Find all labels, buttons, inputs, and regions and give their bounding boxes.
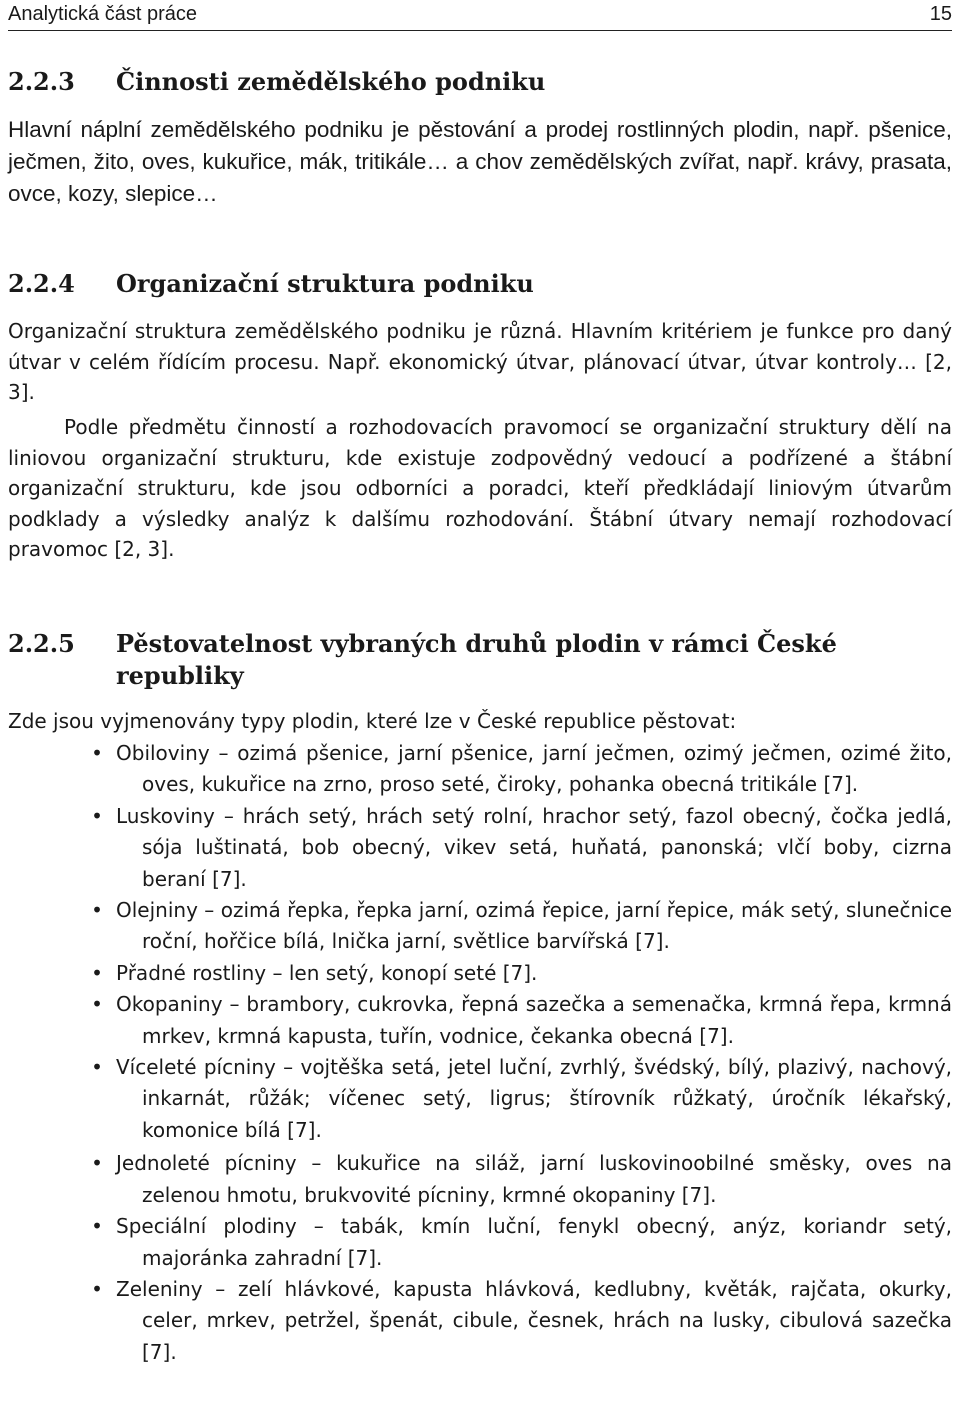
list-item <box>8 1148 952 1211</box>
running-header <box>8 0 952 31</box>
section-title: Činnosti zemědělského podniku <box>116 67 546 96</box>
bullet-icon: • <box>91 1151 103 1176</box>
section-number: 2.2.5 <box>8 629 75 658</box>
bullet-icon: • <box>91 960 103 985</box>
crop-description: hrách setý, hrách setý rolní, hrachor setý, fazol obecný, čočka jedlá, sója luštinatá, bob obecný, vikev setá, huňatá, panonská; vlčí boby, cizrna beraní [7]. <box>142 803 952 891</box>
crop-category: Přadné rostliny <box>116 960 267 985</box>
dash-separator: – <box>214 803 243 828</box>
dash-separator: – <box>197 898 221 923</box>
crop-description: kukuřice na siláž, jarní luskovinoobilné směsky, oves na zelenou hmotu, brukvovité pícniny, krmné okopaniny [7]. <box>142 1151 952 1207</box>
crop-description: tabák, kmín luční, fenykl obecný, anýz, koriandr setý, majoránka zahradní [7]. <box>142 1214 953 1270</box>
section-title: Pěstovatelnost vybraných druhů plodin v rámci České republiky <box>116 629 837 690</box>
paragraph-activities: Hlavní náplní zemědělského podniku je pěstování a prodej rostlinných plodin, např. pšenice, ječmen, žito, oves, kukuřice, mák, tritikále… a chov zemědělských zvířat, např. krávy, prasata, ovce, kozy, slepice… <box>8 117 952 206</box>
bullet-icon: • <box>91 1276 103 1301</box>
bullet-icon: • <box>91 992 103 1017</box>
crop-category: Speciální plodiny <box>116 1214 297 1239</box>
paragraph-structure-2: Podle předmětu činností a rozhodovacích pravomocí se organizační struktury dělí na liniovou organizační strukturu, kde existuje zodpovědný vedoucí a podřízené a štábní organizační strukturu, kde jsou odborníci a poradci, kteří předkládají liniovým útvarům podklady a výsledky analýz k dalšímu rozhodování. Štábní útvary nemají rozhodovací pravomoc [2, 3]. <box>8 415 952 561</box>
crop-description: len setý, konopí seté [7]. <box>288 960 538 985</box>
bullet-icon: • <box>91 803 103 828</box>
bullet-icon: • <box>91 898 103 923</box>
dash-separator: – <box>202 1276 238 1301</box>
list-item <box>8 1211 952 1274</box>
crop-category: Okopaniny <box>116 992 223 1017</box>
crop-description: ozimá pšenice, jarní pšenice, jarní ječmen, ozimý ječmen, ozimé žito, oves, kukuřice na zrno, proso seté, čiroky, pohanka obecná tritikále [7]. <box>142 741 953 797</box>
paragraph-structure-1: Organizační struktura zemědělského podniku je různá. Hlavním kritériem je funkce pro daný útvar v celém řídícím procesu. Např. ekonomický útvar, plánovací útvar, útvar kontroly… [2, 3]. <box>8 319 952 404</box>
list-item <box>8 989 952 1052</box>
page-number: 15 <box>929 3 952 25</box>
crop-description: ozimá řepka, řepka jarní, ozimá řepice, jarní řepice, mák setý, slunečnice roční, hořčice bílá, lnička jarní, světlice barvířská [7]. <box>142 898 952 954</box>
crop-description: zelí hlávkové, kapusta hlávková, kedlubny, květák, rajčata, okurky, celer, mrkev, petržel, špenát, cibule, česnek, hrách na lusky, cibulová sazečka [7]. <box>142 1276 952 1364</box>
list-item <box>8 1274 952 1368</box>
header-title: Analytická část práce <box>8 3 197 25</box>
crop-description: brambory, cukrovka, řepná sazečka a semenačka, krmná řepa, krmná mrkev, krmná kapusta, tuřín, vodnice, čekanka obecná [7]. <box>142 992 952 1048</box>
dash-separator: – <box>296 1151 337 1176</box>
bullet-icon: • <box>91 1214 103 1239</box>
crop-description: vojtěška setá, jetel luční, zvrhlý, švédský, bílý, plazivý, nachový, inkarnát, růžák; víčenec setý, ligrus; štírovník růžkatý, úročník lékařský, komonice bílá [7]. <box>142 1055 953 1142</box>
crop-category: Luskoviny <box>116 803 215 828</box>
crop-category: Víceleté pícniny <box>116 1055 276 1080</box>
list-item <box>8 738 952 801</box>
list-item <box>8 1052 952 1146</box>
crop-category: Jednoleté pícniny <box>116 1151 297 1176</box>
list-item <box>8 958 952 989</box>
paragraph-crops-intro: Zde jsou vyjmenovány typy plodin, které lze v České republice pěstovat: <box>8 709 737 733</box>
crop-category: Olejniny <box>116 898 198 923</box>
section-title: Organizační struktura podniku <box>116 269 534 298</box>
dash-separator: – <box>275 1055 301 1080</box>
bullet-icon: • <box>91 1055 103 1080</box>
crop-category: Obiloviny <box>116 741 210 765</box>
section-heading-225 <box>8 628 952 692</box>
bullet-icon: • <box>91 741 103 765</box>
dash-separator: – <box>296 1214 341 1239</box>
crop-list <box>8 738 952 1368</box>
dash-separator: – <box>222 992 247 1017</box>
dash-separator: – <box>266 960 289 985</box>
section-number: 2.2.3 <box>8 67 75 96</box>
dash-separator: – <box>209 741 238 765</box>
list-item <box>8 801 952 895</box>
section-number: 2.2.4 <box>8 269 75 298</box>
list-item <box>8 895 952 958</box>
crop-category: Zeleniny <box>116 1276 203 1301</box>
